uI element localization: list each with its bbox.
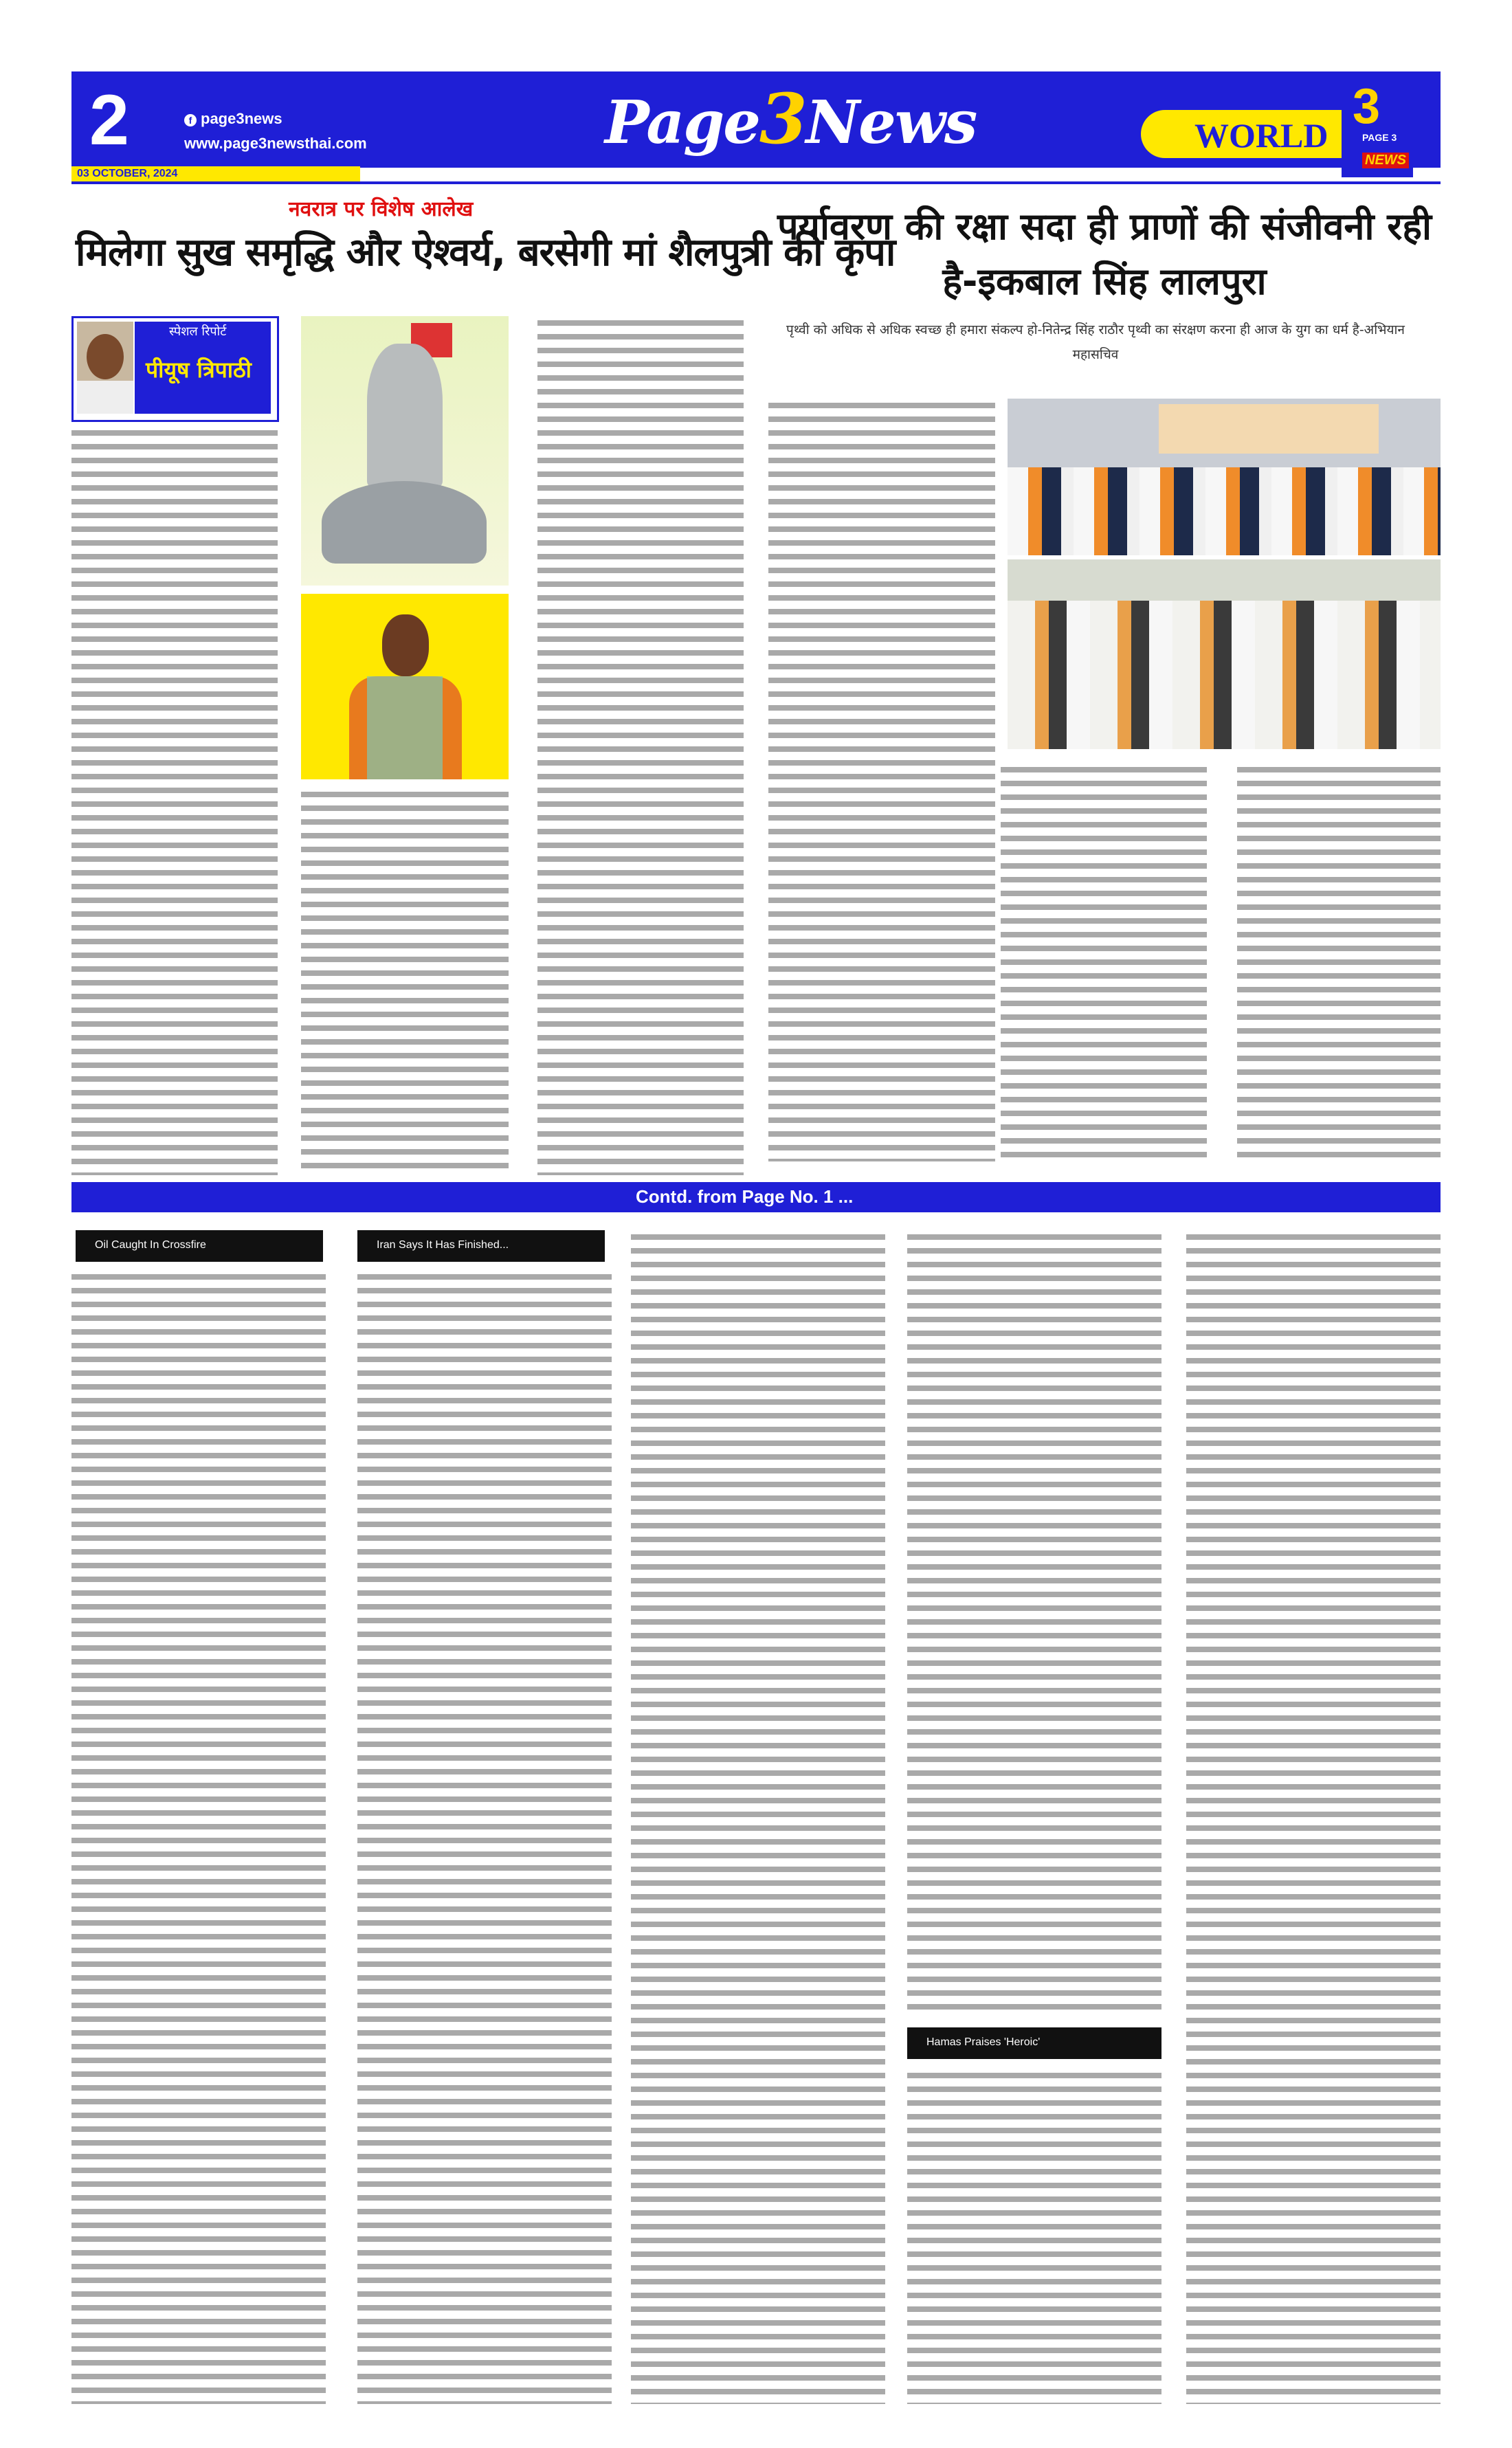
article-kicker: नवरात्र पर विशेष आलेख: [289, 197, 474, 221]
masthead-rule: [71, 181, 1441, 184]
badge-page: PAGE 3: [1362, 132, 1397, 143]
contd-body-column-3: [631, 1230, 885, 2404]
right-subheadline: पृथ्वी को अधिक से अधिक स्वच्छ ही हमारा संकल्प हो-नितेन्द्र सिंह राठौर पृथ्वी का संरक्षण करना ही आज के युग का धर्म है-अभियान महासचिव: [786, 322, 1405, 362]
author-shirt: [77, 381, 133, 414]
left-body-column-2: [301, 788, 509, 1175]
logo-left: Page: [605, 88, 759, 157]
continuation-tag-1[interactable]: [76, 1230, 323, 1262]
contd-body-column-4a: [907, 1230, 1161, 2014]
left-body-column-3: [537, 316, 744, 1175]
badge-digit: 3: [1353, 79, 1381, 134]
stage-people: [1008, 467, 1441, 555]
website-link[interactable]: www.page3newsthai.com: [184, 135, 367, 152]
idol-base: [322, 481, 487, 564]
contd-body-column-4b: [907, 2069, 1161, 2404]
event-banner: [1159, 404, 1379, 454]
idol-figure: [367, 344, 443, 488]
portrait-head: [382, 614, 429, 676]
page-number: 2: [89, 80, 129, 160]
byline-tag: स्पेशल रिपोर्ट: [169, 324, 227, 339]
author-face: [87, 334, 124, 379]
right-body-column-3: [1237, 763, 1441, 1161]
logo-right: News: [805, 88, 977, 157]
page3-badge-logo: [1342, 76, 1413, 177]
badge-news: NEWS: [1362, 153, 1409, 168]
contd-body-column-2: [357, 1270, 612, 2404]
event-audience-photo: [1008, 559, 1441, 749]
facebook-icon: f: [184, 114, 197, 126]
author-photo: [77, 322, 133, 414]
left-headline[interactable]: मिलेगा सुख समृद्धि और ऐश्वर्य, बरसेगी मां शैलपुत्री की कृपा: [76, 230, 896, 275]
social-handle-text: page3news: [201, 110, 282, 127]
byline-name: पीयूष त्रिपाठी: [146, 357, 252, 383]
continuation-tag-2-label: Iran Says It Has Finished...: [377, 1239, 509, 1251]
continuation-tag-3[interactable]: [907, 2027, 1161, 2059]
right-body-column-2: [1001, 763, 1207, 1161]
event-stage-photo: [1008, 399, 1441, 555]
right-body-column-1: [768, 399, 995, 1161]
audience-rows: [1008, 601, 1441, 749]
section-label: WORLD: [1194, 116, 1328, 155]
social-handle[interactable]: [184, 110, 282, 128]
logo-digit: 3: [759, 78, 806, 159]
date-line: 03 OCTOBER, 2024: [77, 168, 178, 179]
continuation-tag-3-label: Hamas Praises 'Heroic': [926, 2036, 1041, 2048]
left-body-column-1: [71, 426, 278, 1175]
portrait-scarf: [367, 676, 443, 779]
contd-body-column-1: [71, 1270, 326, 2404]
continuation-tag-1-label: Oil Caught In Crossfire: [95, 1239, 206, 1251]
right-headline[interactable]: पर्यावरण की रक्षा सदा ही प्राणों की संजीवनी रही है-इकबाल सिंह लालपुरा: [777, 205, 1432, 303]
continued-label: Contd. from Page No. 1 ...: [636, 1186, 854, 1207]
contd-body-column-5: [1186, 1230, 1441, 2404]
goddess-idol-image: [301, 316, 509, 586]
page3news-logo[interactable]: [605, 78, 977, 159]
continuation-tag-2[interactable]: [357, 1230, 605, 1262]
portrait-image: [301, 594, 509, 779]
